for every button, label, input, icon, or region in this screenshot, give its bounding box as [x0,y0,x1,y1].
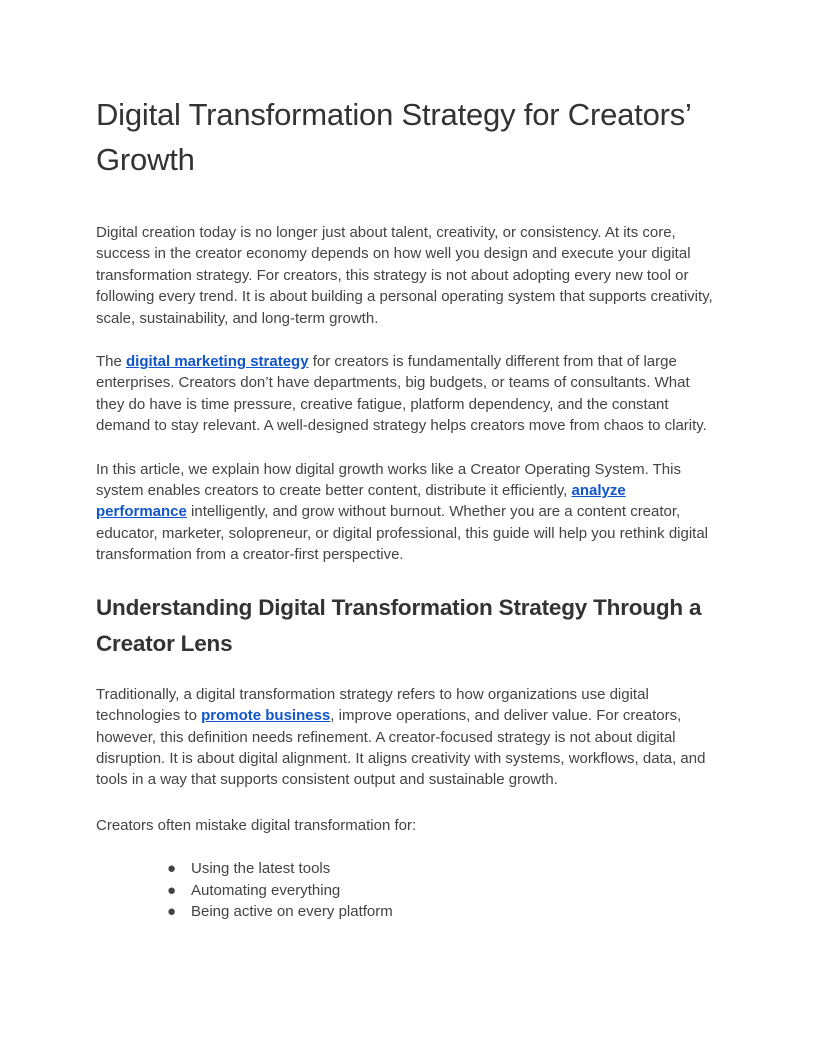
list-item [167,901,720,922]
paragraph-article-overview [96,459,720,566]
list-item [167,858,720,879]
bullet-icon: ● [167,902,177,920]
paragraph-text: The [96,353,127,371]
paragraph-traditional-definition [96,684,720,791]
section-heading: Understanding Digital Transformation Strategy Through a Creator Lens [96,594,702,656]
analyze-performance-link[interactable]: analyze performance [96,482,626,521]
document-page [96,92,720,922]
list-item-text: Being active on every platform [191,902,393,920]
intro-paragraph: Digital creation today is no longer just about talent, creativity, or consistency. At its core, success in the creator economy depends on how well you design and execute your digital transformation strategy. For creators, this strategy is not about adopting every new tool or following every trend. It is about building a personal operating system that supports creativity, scale, sustainability, and long-term growth. [96,224,713,327]
promote-business-link[interactable]: promote business [201,707,331,725]
list-item [167,880,720,901]
digital-marketing-strategy-link[interactable]: digital marketing strategy [126,353,309,371]
paragraph-text: Traditionally, a digital transformation strategy refers to how organizations use digital technologies to [96,685,649,725]
paragraph-text: intelligently, and grow without burnout. Whether you are a content creator, educator, marketer, solopreneur, or digital professional, this guide will help you rethink digital transformation from a creator-first perspective. [96,503,709,564]
mistakes-list [96,858,720,922]
paragraph-text: In this article, we explain how digital growth works like a Creator Operating System. This system enables creators to create better content, distribute it efficiently, [96,460,681,500]
paragraph-text: , improve operations, and deliver value. For creators, however, this definition needs refinement. A creator-focused strategy is not about digital disruption. It is about digital alignment. It aligns creativity with systems, workflows, data, and tools in a way that supports consistent output and sustainable growth. [96,707,706,789]
bullet-icon: ● [167,881,177,899]
paragraph-mistakes-intro: Creators often mistake digital transformation for: [96,816,417,834]
list-item-text: Using the latest tools [191,860,331,878]
document-title: Digital Transformation Strategy for Creators’ Growth [96,97,691,177]
paragraph-text: for creators is fundamentally different from that of large enterprises. Creators don’t have departments, big budgets, or teams of consultants. What they do have is time pressure, creative fatigue, platform dependency, and the constant demand to stay relevant. A well-designed strategy helps creators move from chaos to clarity. [96,353,707,435]
paragraph-digital-marketing [96,351,720,437]
list-item-text: Automating everything [191,881,341,899]
bullet-icon: ● [167,860,177,878]
